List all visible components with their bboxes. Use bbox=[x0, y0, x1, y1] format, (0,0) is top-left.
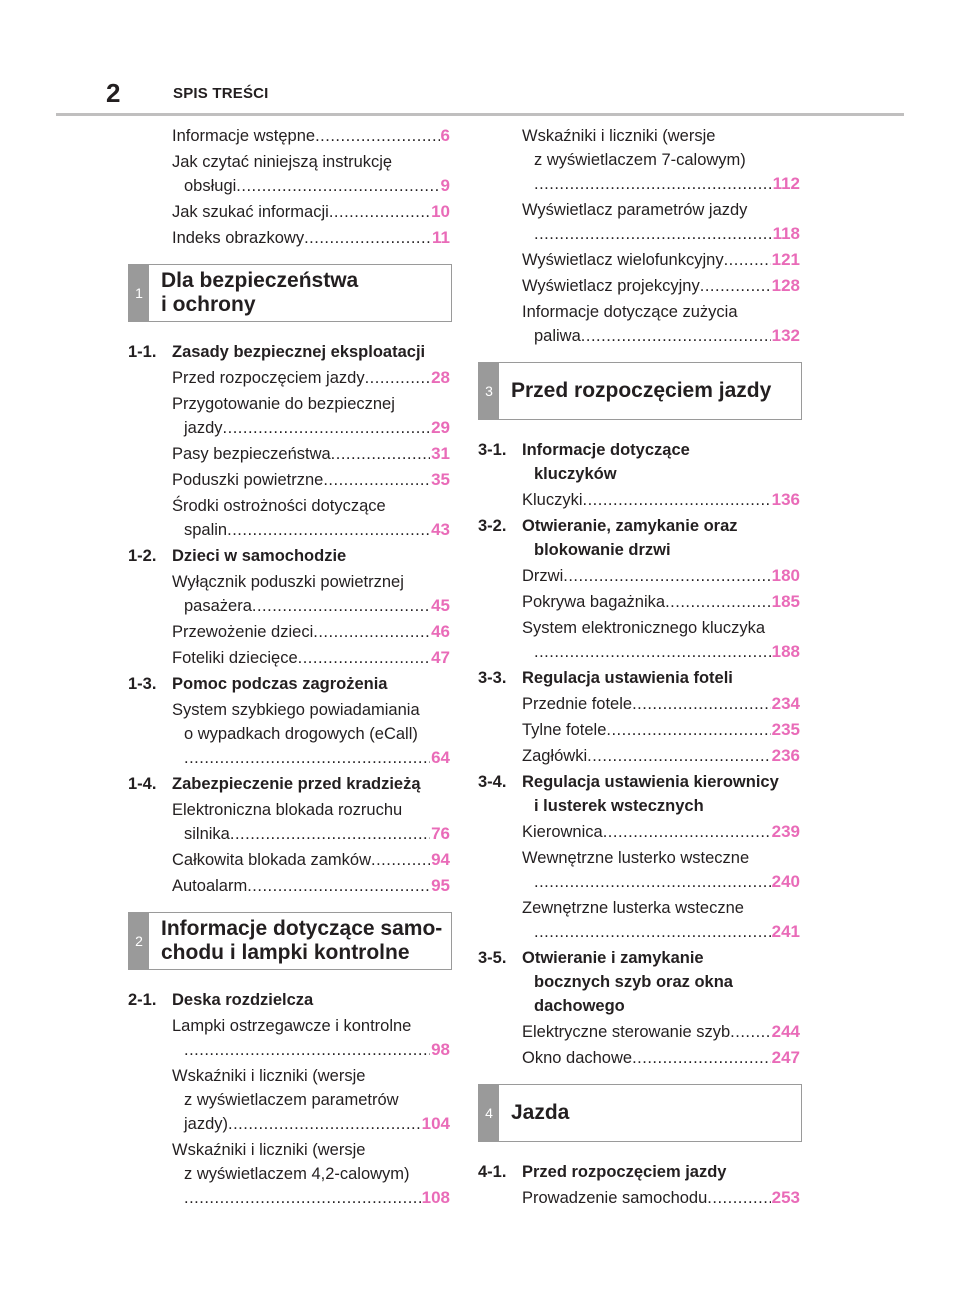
chapter-banner[interactable] bbox=[128, 264, 452, 322]
toc-entry[interactable] bbox=[478, 820, 800, 844]
toc-entry[interactable] bbox=[128, 366, 450, 390]
page-link[interactable]: 234 bbox=[771, 694, 800, 713]
entry-title-line: Przed rozpoczęciem jazdy bbox=[172, 369, 365, 387]
chapter-title bbox=[149, 269, 358, 317]
page-link[interactable]: 253 bbox=[771, 1188, 800, 1207]
page-link[interactable]: 132 bbox=[771, 326, 800, 345]
section-number: 1-2. bbox=[128, 547, 157, 565]
toc-entry[interactable] bbox=[478, 300, 800, 348]
page-link[interactable]: 76 bbox=[431, 824, 450, 843]
entry-title-line: Drzwi bbox=[522, 567, 564, 585]
section-title-line: Regulacja ustawienia kierownicy bbox=[522, 773, 779, 791]
page-link[interactable]: 112 bbox=[772, 174, 800, 193]
page-link[interactable]: 64 bbox=[431, 748, 450, 767]
chapter-banner[interactable] bbox=[478, 362, 802, 420]
section-title: Deska rozdzielcza bbox=[172, 991, 314, 1009]
toc-entry[interactable] bbox=[128, 494, 450, 542]
entry-title-line: Indeks obrazkowy bbox=[172, 229, 305, 247]
toc-entry[interactable] bbox=[128, 200, 450, 224]
section-title: Dzieci w samochodzie bbox=[172, 547, 347, 565]
leader-dots bbox=[371, 848, 430, 872]
entry-title-line: silnika bbox=[184, 825, 230, 843]
leader-dots bbox=[534, 640, 771, 664]
entry-title-line: Wyłącznik poduszki powietrznej bbox=[172, 573, 404, 591]
toc-entry[interactable] bbox=[478, 488, 800, 512]
entry-title-line: z wyświetlaczem 4,2-calowym) bbox=[184, 1165, 410, 1183]
section-number: 3-1. bbox=[478, 441, 507, 459]
entry-title-line: Całkowita blokada zamków bbox=[172, 851, 372, 869]
page-link[interactable]: 45 bbox=[431, 596, 450, 615]
leader-dots bbox=[587, 744, 771, 768]
leader-dots bbox=[665, 590, 771, 614]
page-link[interactable]: 35 bbox=[431, 470, 450, 489]
section-number: 1-1. bbox=[128, 343, 157, 361]
toc-entry[interactable] bbox=[128, 874, 450, 898]
entry-title-line: z wyświetlaczem parametrów bbox=[184, 1091, 399, 1109]
leader-dots bbox=[298, 646, 430, 670]
page-link[interactable]: 94 bbox=[431, 850, 450, 869]
page-link[interactable]: 28 bbox=[431, 368, 450, 387]
toc-entry[interactable] bbox=[128, 392, 450, 440]
leader-dots bbox=[707, 1186, 770, 1210]
entry-title-line: Wyświetlacz wielofunkcyjny bbox=[522, 251, 724, 269]
entry-title-line: Przewożenie dzieci bbox=[172, 623, 314, 641]
section-number: 3-5. bbox=[478, 949, 507, 967]
chapter-number-tab: 3 bbox=[479, 363, 499, 419]
chapter-title-line: chodu i lampki kontrolne bbox=[161, 941, 410, 964]
page-link[interactable]: 47 bbox=[431, 648, 450, 667]
page-link[interactable]: 11 bbox=[432, 228, 450, 247]
toc-entry[interactable] bbox=[478, 744, 800, 768]
chapter-number-tab: 1 bbox=[129, 265, 149, 321]
page-link[interactable]: 108 bbox=[421, 1188, 450, 1207]
chapter-number-tab: 4 bbox=[479, 1085, 499, 1141]
page-link[interactable]: 31 bbox=[431, 444, 450, 463]
section-number: 2-1. bbox=[128, 991, 157, 1009]
entry-title-line: Informacje wstępne bbox=[172, 127, 316, 145]
entry-title-line: spalin bbox=[184, 521, 228, 539]
entry-title-line: paliwa bbox=[534, 327, 581, 345]
section-title-line: blokowanie drzwi bbox=[534, 541, 671, 559]
toc-entry[interactable] bbox=[128, 798, 450, 846]
section-title-line: Informacje dotyczące bbox=[522, 441, 690, 459]
toc-entry[interactable] bbox=[478, 564, 800, 588]
page-title: SPIS TREŚCI bbox=[173, 85, 269, 102]
section-heading bbox=[478, 946, 800, 1018]
page-link[interactable]: 29 bbox=[431, 418, 450, 437]
leader-dots bbox=[632, 1046, 771, 1070]
section-title: Zabezpieczenie przed kradzieżą bbox=[172, 775, 421, 793]
leader-dots bbox=[534, 172, 772, 196]
toc-entry[interactable] bbox=[478, 198, 800, 246]
leader-dots bbox=[583, 488, 771, 512]
page-link[interactable]: 235 bbox=[771, 720, 800, 739]
chapter-title-line: Przed rozpoczęciem jazdy bbox=[511, 379, 772, 402]
section-heading bbox=[128, 340, 450, 364]
page-link[interactable]: 95 bbox=[431, 876, 450, 895]
entry-title-line: Pokrywa bagażnika bbox=[522, 593, 666, 611]
entry-title-line: Pasy bezpieczeństwa bbox=[172, 445, 331, 463]
page-link[interactable]: 121 bbox=[771, 250, 800, 269]
section-title bbox=[522, 1160, 800, 1184]
leader-dots bbox=[534, 920, 771, 944]
chapter-title-line: i ochrony bbox=[161, 293, 256, 316]
leader-dots bbox=[730, 1020, 770, 1044]
toc-entry[interactable] bbox=[128, 646, 450, 670]
section-number: 3-2. bbox=[478, 517, 507, 535]
section-number: 4-1. bbox=[478, 1163, 507, 1181]
entry-title-line: Kierownica bbox=[522, 823, 603, 841]
section-heading bbox=[478, 514, 800, 562]
leader-dots bbox=[632, 692, 771, 716]
section-title bbox=[522, 438, 800, 486]
entry-title-line: Wyświetlacz projekcyjny bbox=[522, 277, 700, 295]
intro-list bbox=[128, 124, 450, 250]
toc-entry[interactable] bbox=[128, 1014, 450, 1062]
section-title: Pomoc podczas zagrożenia bbox=[172, 675, 388, 693]
entry-title-line: Foteliki dziecięce bbox=[172, 649, 298, 667]
entry-title-line: Poduszki powietrzne bbox=[172, 471, 324, 489]
toc-entry[interactable] bbox=[128, 150, 450, 198]
chapter-banner[interactable] bbox=[128, 912, 452, 970]
entry-title-line: pasażera bbox=[184, 597, 252, 615]
entry-title-line: Prowadzenie samochodu bbox=[522, 1189, 708, 1207]
leader-dots bbox=[563, 564, 770, 588]
leader-dots bbox=[323, 468, 430, 492]
toc-entry[interactable] bbox=[478, 616, 800, 664]
toc-entry[interactable] bbox=[128, 570, 450, 618]
page-link[interactable]: 10 bbox=[431, 202, 450, 221]
page-link[interactable]: 136 bbox=[771, 490, 800, 509]
toc-entry[interactable] bbox=[478, 1186, 800, 1210]
entry-title-line: Elektroniczna blokada rozruchu bbox=[172, 801, 403, 819]
section-heading bbox=[478, 1160, 800, 1184]
page-link[interactable]: 188 bbox=[771, 642, 800, 661]
leader-dots bbox=[331, 442, 430, 466]
chapter-title-line: Dla bezpieczeństwa bbox=[161, 269, 359, 292]
page-link[interactable]: 240 bbox=[771, 872, 800, 891]
toc-entry[interactable] bbox=[478, 692, 800, 716]
toc-left-column bbox=[128, 124, 450, 1212]
entry-title-line: Tylne fotele bbox=[522, 721, 607, 739]
leader-dots bbox=[534, 870, 771, 894]
leader-dots bbox=[304, 226, 431, 250]
toc-entry[interactable] bbox=[478, 896, 800, 944]
section-title: Zasady bezpiecznej eksploatacji bbox=[172, 343, 426, 361]
section-title-line: Otwieranie i zamykanie bbox=[522, 949, 704, 967]
leader-dots bbox=[236, 174, 439, 198]
section-title-line: i lusterek wstecznych bbox=[534, 797, 704, 815]
entry-title-line: Zagłówki bbox=[522, 747, 588, 765]
toc-entry[interactable] bbox=[128, 848, 450, 872]
leader-dots bbox=[223, 416, 431, 440]
page-link[interactable]: 185 bbox=[771, 592, 800, 611]
chapter-title bbox=[499, 1101, 569, 1125]
section-title-line: Regulacja ustawienia foteli bbox=[522, 669, 733, 687]
entry-title-line: Wskaźniki i liczniki (wersje bbox=[172, 1067, 366, 1085]
chapter-title-line: Informacje dotyczące samo- bbox=[161, 917, 443, 940]
page-link[interactable]: 180 bbox=[771, 566, 800, 585]
section-title-line: Przed rozpoczęciem jazdy bbox=[522, 1163, 727, 1181]
toc-entry[interactable] bbox=[478, 718, 800, 742]
page-link[interactable]: 247 bbox=[771, 1048, 800, 1067]
entry-title-line: Autoalarm bbox=[172, 877, 248, 895]
entry-title-line: Przygotowanie do bezpiecznej bbox=[172, 395, 395, 413]
entry-title-line: Kluczyki bbox=[522, 491, 583, 509]
section-heading bbox=[478, 770, 800, 818]
entry-title-line: obsługi bbox=[184, 177, 237, 195]
page-link[interactable]: 98 bbox=[431, 1040, 450, 1059]
page-link[interactable]: 239 bbox=[771, 822, 800, 841]
entry-title-line: Wskaźniki i liczniki (wersje bbox=[172, 1141, 366, 1159]
section-title bbox=[522, 946, 800, 1018]
leader-dots bbox=[329, 200, 430, 224]
section-number: 3-4. bbox=[478, 773, 507, 791]
toc-entry[interactable] bbox=[478, 1020, 800, 1044]
section-number: 1-3. bbox=[128, 675, 157, 693]
section-title-line: Otwieranie, zamykanie oraz bbox=[522, 517, 738, 535]
leader-dots bbox=[230, 822, 430, 846]
leader-dots bbox=[603, 820, 771, 844]
leader-dots bbox=[606, 718, 770, 742]
toc-right-column bbox=[478, 124, 800, 1212]
entry-title-line: z wyświetlaczem 7-calowym) bbox=[534, 151, 746, 169]
section-title-line: dachowego bbox=[534, 997, 625, 1015]
toc-entry[interactable] bbox=[478, 590, 800, 614]
leader-dots bbox=[184, 1186, 421, 1210]
entry-title-line: Okno dachowe bbox=[522, 1049, 633, 1067]
section-title-line: kluczyków bbox=[534, 465, 617, 483]
toc-entry[interactable] bbox=[478, 248, 800, 272]
entry-title-line: Lampki ostrzegawcze i kontrolne bbox=[172, 1017, 412, 1035]
page-link[interactable]: 244 bbox=[771, 1022, 800, 1041]
entry-title-line: Informacje dotyczące zużycia bbox=[522, 303, 738, 321]
entry-title-line: Zewnętrzne lusterka wsteczne bbox=[522, 899, 744, 917]
leader-dots bbox=[247, 874, 430, 898]
page-link[interactable]: 43 bbox=[431, 520, 450, 539]
leader-dots bbox=[581, 324, 771, 348]
header-divider bbox=[56, 113, 904, 116]
entry-title-line: Wskaźniki i liczniki (wersje bbox=[522, 127, 716, 145]
leader-dots bbox=[315, 124, 439, 148]
section-title bbox=[522, 666, 800, 690]
leader-dots bbox=[228, 1112, 421, 1136]
section-heading bbox=[478, 666, 800, 690]
page-link[interactable]: 241 bbox=[771, 922, 800, 941]
toc-entry[interactable] bbox=[128, 442, 450, 466]
leader-dots bbox=[227, 518, 430, 542]
entry-title-line: Jak szukać informacji bbox=[172, 203, 329, 221]
section-heading bbox=[128, 988, 450, 1012]
chapter-title bbox=[499, 379, 771, 403]
entry-title-line: Przednie fotele bbox=[522, 695, 633, 713]
leader-dots bbox=[252, 594, 430, 618]
entry-title-line: o wypadkach drogowych (eCall) bbox=[184, 725, 418, 743]
toc-entry[interactable] bbox=[478, 124, 800, 196]
entry-title-line: System szybkiego powiadamiania bbox=[172, 701, 420, 719]
entry-title-line: jazdy) bbox=[184, 1115, 229, 1133]
toc-entry[interactable] bbox=[128, 620, 450, 644]
page-link[interactable]: 6 bbox=[440, 126, 450, 145]
leader-dots bbox=[184, 746, 430, 770]
toc-entry[interactable] bbox=[128, 1138, 450, 1210]
toc-entry[interactable] bbox=[128, 468, 450, 492]
section-title bbox=[522, 770, 800, 818]
entry-title-line: System elektronicznego kluczyka bbox=[522, 619, 766, 637]
entry-title-line: jazdy bbox=[184, 419, 223, 437]
section-heading bbox=[128, 544, 450, 568]
toc-entry[interactable] bbox=[128, 226, 450, 250]
section-title bbox=[522, 514, 800, 562]
section-heading bbox=[478, 438, 800, 486]
toc-entry[interactable] bbox=[128, 1064, 450, 1136]
section-number: 3-3. bbox=[478, 669, 507, 687]
leader-dots bbox=[700, 274, 771, 298]
page-link[interactable]: 128 bbox=[771, 276, 800, 295]
leader-dots bbox=[365, 366, 431, 390]
leader-dots bbox=[724, 248, 771, 272]
entry-title-line: Jak czytać niniejszą instrukcję bbox=[172, 153, 393, 171]
toc-entry[interactable] bbox=[478, 1046, 800, 1070]
leader-dots bbox=[184, 1038, 430, 1062]
entry-title-line: Wewnętrzne lusterko wsteczne bbox=[522, 849, 750, 867]
toc-entry[interactable] bbox=[128, 124, 450, 148]
section-title-line: bocznych szyb oraz okna bbox=[534, 973, 733, 991]
page-link[interactable]: 46 bbox=[431, 622, 450, 641]
page-link[interactable]: 9 bbox=[440, 176, 450, 195]
toc-entry[interactable] bbox=[478, 846, 800, 894]
section-number: 1-4. bbox=[128, 775, 157, 793]
page-link[interactable]: 118 bbox=[772, 224, 800, 243]
section-heading bbox=[128, 672, 450, 696]
page-link[interactable]: 236 bbox=[771, 746, 800, 765]
entry-title-line: Wyświetlacz parametrów jazdy bbox=[522, 201, 748, 219]
leader-dots bbox=[313, 620, 430, 644]
section-heading bbox=[128, 772, 450, 796]
chapter-title-line: Jazda bbox=[511, 1101, 570, 1124]
page-number: 2 bbox=[106, 78, 121, 108]
chapter-title bbox=[149, 917, 442, 965]
leader-dots bbox=[534, 222, 772, 246]
chapter-banner[interactable] bbox=[478, 1084, 802, 1142]
chapter-number-tab: 2 bbox=[129, 913, 149, 969]
entry-title-line: Środki ostrożności dotyczące bbox=[172, 497, 386, 515]
toc-entry[interactable] bbox=[478, 274, 800, 298]
page-link[interactable]: 104 bbox=[421, 1114, 450, 1133]
entry-title-line: Elektryczne sterowanie szyb bbox=[522, 1023, 731, 1041]
toc-entry[interactable] bbox=[128, 698, 450, 770]
